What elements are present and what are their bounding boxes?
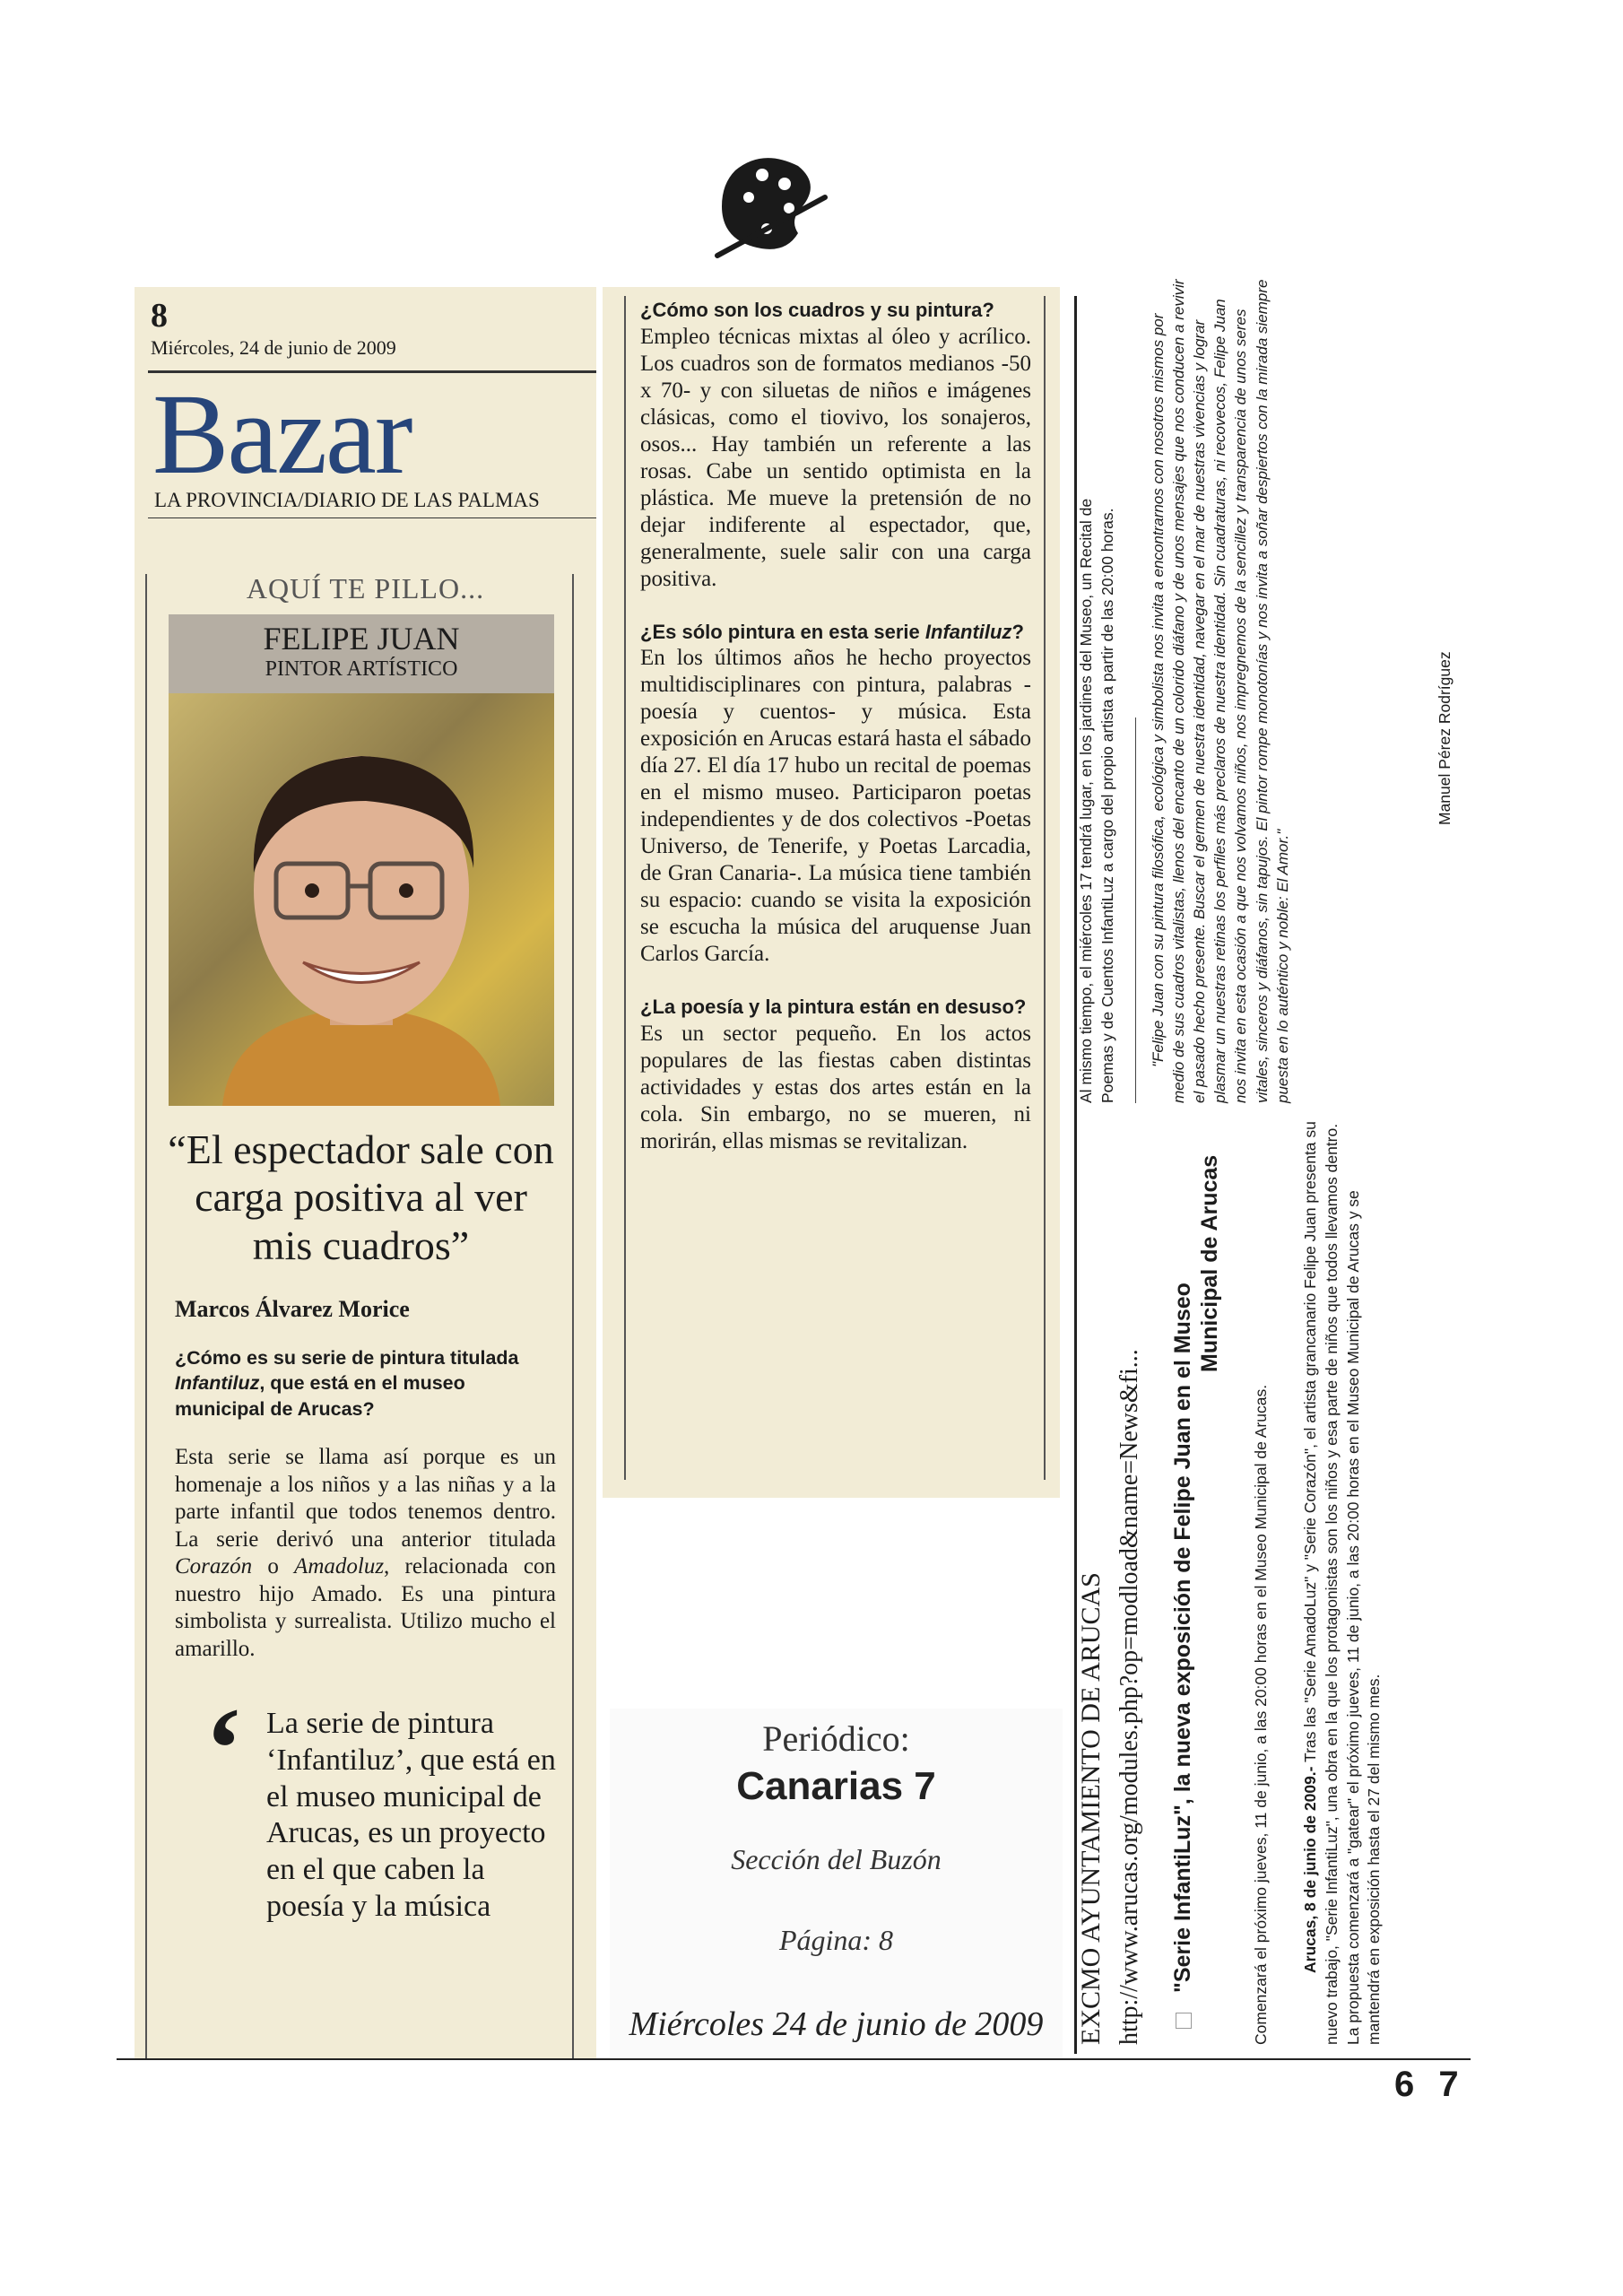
divider bbox=[148, 517, 596, 518]
source-section: Sección del Buzón bbox=[731, 1843, 942, 1875]
portrait-photo bbox=[169, 693, 554, 1106]
checkbox-icon bbox=[1176, 2013, 1192, 2029]
interviewee-name: FELIPE JUAN bbox=[263, 621, 460, 657]
answer-1: Esta serie se llama así porque es un homenaje a los niños y a las niñas y a la parte infantil que todos tenemos dentro. La serie derivó una anterior titulada Corazón o Amadoluz, relacionada con nuestro hijo Amado. Es una pintura simbolista y surrealista. Utilizo mucho el amarillo. bbox=[175, 1445, 556, 1661]
answer-3: En los últimos años he hecho proyectos multidisciplinares con pintura, palabras -poesía y cuentos- y música. Esta exposición en Arucas estará hasta el sábado día 27. El día 17 hubo un recital de poemas en el mismo museo. Participaron poetas independientes y de dos colectivos -Poetas Universo, de Tenerife, y Poetas Larcadia, de Gran Canaria-. La música tiene también su espacio: cuando se visita la exposición se escucha la música del aruquense Juan Carlos García. bbox=[640, 646, 1031, 967]
question-2: ¿Cómo son los cuadros y su pintura? bbox=[640, 299, 994, 321]
site-name: EXCMO AYUNTAMIENTO DE ARUCAS bbox=[1076, 1572, 1106, 2045]
clipping-recital: Al mismo tiempo, el miércoles 17 tendrá lugar, en los jardines del Museo, un Recital de Poemas y de Cuentos InfantiLuz a cargo del propio artista a partir de las 20:00 horas. bbox=[1077, 498, 1116, 1103]
name-box bbox=[169, 614, 554, 693]
bottom-rule bbox=[117, 2058, 1471, 2060]
palette-logo-icon bbox=[699, 144, 834, 269]
source-box bbox=[610, 1709, 1063, 2058]
clipping-quote: "Felipe Juan con su pintura filosófica, ecológica y simbolista nos invita a encontrarnos con nosotros mismos por medio de sus cuadros vitalistas, llenos del encanto de un colorido diáfano y de unos mensajes que nos conducen a revivir el pasado hecho presente. Buscar el germen de nuestra identidad, navegar en el mar de nuestras vivencias y lograr plasmar un nuestras retinas los perfiles más preclaros de nuestra identidad. Sin cuadraturas, ni recovecos, Felipe Juan nos invita en esta ocasión a que nos volvamos niños, nos impregnemos de la sencillez y transparencia de unos seres vitales, sinceros y diáfanos, sin tapujos. El pintor rompe monotonías y nos invita a soñar despiertos con la mirada siempre puesta en lo auténtico y noble: El Amor." bbox=[1150, 279, 1291, 1103]
column-rule bbox=[624, 296, 626, 1480]
clipping-title-line-2: Municipal de Arucas bbox=[1197, 1154, 1222, 1372]
question-3: ¿Es sólo pintura en esta serie Infantiluz? bbox=[640, 620, 1024, 643]
divider bbox=[1135, 718, 1136, 1103]
clipping-body: Arucas, 8 de junio de 2009.- Tras las "Serie AmadoLuz" y "Serie Corazón", el artista grancanario Felipe Juan presenta su nuevo trabajo, "Serie InfantiLuz", una obra en la que los protagonistas son los niños y esa parte de niños que todos llevamos dentro. La propuesta comenzará a "gatear" el próximo jueves, 11 de junio, a las 20:00 horas en el Museo Municipal de Arucas y se mantendrá en exposición hasta el 27 del mismo mes. bbox=[1301, 1121, 1384, 2045]
newspaper-name: LA PROVINCIA/DIARIO DE LAS PALMAS bbox=[154, 489, 540, 511]
answer-4: Es un sector pequeño. En los actos populares de las fiestas caben distintas actividades y estas dos artes están en la cola. Sin embargo, no se mueren, ni morirán, ellas mismas se revitalizan. bbox=[640, 1021, 1031, 1153]
quote-mark: ‘ bbox=[204, 1684, 244, 1813]
clipping-intro: Comenzará el próximo jueves, 11 de junio, a las 20:00 horas en el Museo Municipal de Arucas. bbox=[1252, 1384, 1270, 2045]
clipping-url: http://www.arucas.org/modules.php?op=modload&name=News&fi... bbox=[1115, 1349, 1143, 2045]
source-label: Periódico: bbox=[762, 1718, 910, 1759]
page-number: 8 bbox=[151, 297, 168, 335]
source-date: Miércoles 24 de junio de 2009 bbox=[629, 2005, 1044, 2043]
column-rule bbox=[145, 574, 147, 2058]
question-4: ¿La poesía y la pintura están en desuso? bbox=[640, 996, 1027, 1019]
question-1: ¿Cómo es su serie de pintura titulada Infantiluz, que está en el museo municipal de Arucas? bbox=[175, 1347, 519, 1420]
interview-column-middle bbox=[603, 287, 1060, 1498]
footer-page-numbers: 6 7 bbox=[1394, 2065, 1466, 2104]
pull-quote: La serie de pintura ‘Infantiluz’, que está en el museo municipal de Arucas, es un proyecto en el que caben la poesía y la música bbox=[266, 1707, 556, 1923]
headline: “El espectador sale con carga positiva al ver mis cuadros” bbox=[168, 1126, 554, 1268]
web-clipping bbox=[1076, 260, 1454, 2054]
section-title: Bazar bbox=[152, 370, 412, 498]
portrait-illustration bbox=[169, 693, 554, 1106]
clipping-author: Manuel Pérez Rodríguez bbox=[1436, 651, 1454, 825]
source-paper: Canarias 7 bbox=[736, 1764, 936, 1808]
clipping-title-line-1: "Serie InfantiLuz", la nueva exposición de Felipe Juan en el Museo bbox=[1170, 1283, 1196, 2029]
byline: Marcos Álvarez Morice bbox=[175, 1296, 410, 1322]
source-page: Página: 8 bbox=[778, 1924, 894, 1956]
column-rule bbox=[1044, 296, 1046, 1480]
kicker: AQUÍ TE PILLO... bbox=[246, 572, 485, 604]
column-rule bbox=[572, 574, 574, 2058]
answer-2: Empleo técnicas mixtas al óleo y acrílico. Los cuadros son de formatos medianos -50 x 70- y con siluetas de niños e imágenes clásicas, como el tiovivo, los sonajeros, osos... Hay también un referente a las rosas. Cabe un sentido optimista en la plástica. Me mueve la pretensión de no dejar indiferente al espectador, que, generalmente, suele salir con una carga positiva. bbox=[640, 324, 1031, 591]
interview-column-left bbox=[135, 287, 596, 2058]
issue-date: Miércoles, 24 de junio de 2009 bbox=[151, 336, 396, 359]
interviewee-role: PINTOR ARTÍSTICO bbox=[265, 657, 458, 681]
